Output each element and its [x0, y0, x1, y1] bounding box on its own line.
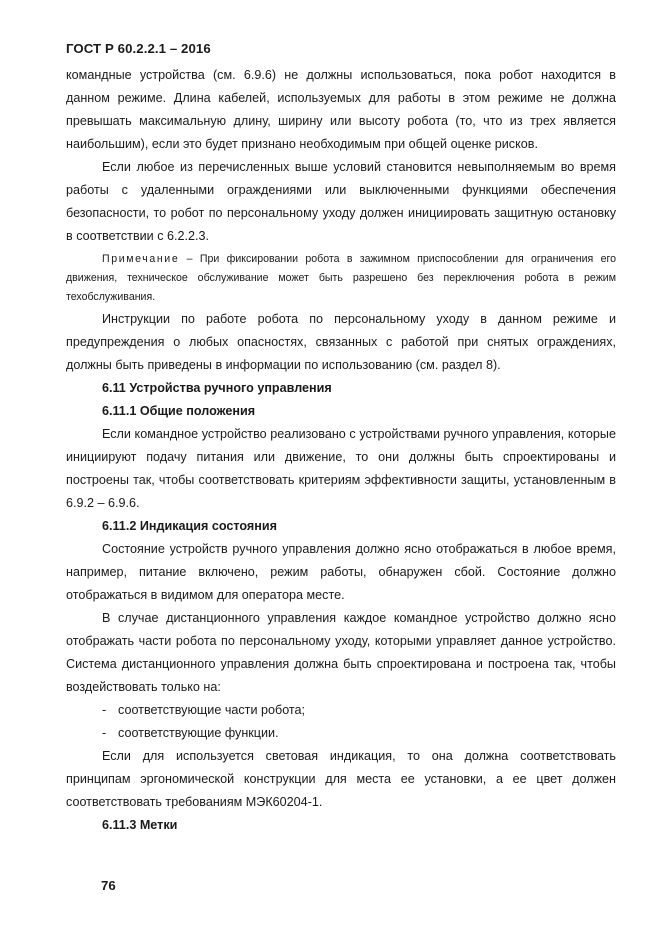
paragraph-light-indication: Если для используется световая индикация, то она должна соответствовать принципам эргономической конструкции для места ее установки, а ее цвет должен соответствовать требованиям МЭК60204-1.: [66, 749, 616, 809]
heading-6-11-3: 6.11.3 Метки: [102, 818, 178, 832]
document-body: [66, 64, 616, 837]
heading-6-11: 6.11 Устройства ручного управления: [102, 381, 332, 395]
paragraph-continuation: командные устройства (см. 6.9.6) не должны использоваться, пока робот находится в данном режиме. Длина кабелей, используемых для работы в этом режиме не должна превышать максимальную длину, ширину или высоту робота (то, что из трех является наибольшим), если это будет признано необходимым при общей оценке рисков.: [66, 68, 616, 151]
paragraph-remote-control: В случае дистанционного управления каждое командное устройство должно ясно отображать части робота по персональному уходу, которыми управляет данное устройство. Система дистанционного управления должна быть спроектирована и построена так, чтобы воздействовать только на:: [66, 611, 616, 694]
paragraph-manual-controls: Если командное устройство реализовано с устройствами ручного управления, которые инициируют подачу питания или движение, то они должны быть спроектированы и построены так, чтобы соответствовать критериям эффективности защиты, установленным в 6.9.2 – 6.9.6.: [66, 427, 616, 510]
list-dash: -: [102, 726, 107, 740]
paragraph-status-display: Состояние устройств ручного управления должно ясно отображаться в любое время, например, питание включено, режим работы, обнаружен сбой. Состояние должно отображаться в видимом для оператора месте.: [66, 542, 616, 602]
list-dash: -: [102, 703, 107, 717]
paragraph-instructions: Инструкции по работе робота по персональному уходу в данном режиме и предупреждения о любых опасностях, связанных с работой при снятых ограждениях, должны быть приведены в информации по использованию (см. раздел 8).: [66, 312, 616, 372]
note: [66, 250, 616, 307]
page-number: 76: [101, 878, 116, 893]
list-item-text: соответствующие функции.: [118, 726, 279, 740]
heading-6-11-1: 6.11.1 Общие положения: [102, 404, 256, 418]
heading-6-11-2: 6.11.2 Индикация состояния: [102, 519, 277, 533]
note-label: Примечание: [102, 253, 180, 265]
list-item: [102, 722, 616, 745]
paragraph-protective-stop: Если любое из перечисленных выше условий становится невыполняемым во время работы с удаленными ограждениями или выключенными функциями обеспечения безопасности, то робот по персональному уходу должен инициировать защитную остановку в соответствии с 6.2.2.3.: [66, 160, 616, 243]
standard-header: ГОСТ Р 60.2.2.1 – 2016: [66, 41, 211, 56]
list-item-text: соответствующие части робота;: [118, 703, 306, 717]
note-text: – При фиксировании робота в зажимном приспособлении для ограничения его движения, техническое обслуживание может быть разрешено без переключения робота в режим техобслуживания.: [66, 253, 616, 303]
list-item: [102, 699, 616, 722]
